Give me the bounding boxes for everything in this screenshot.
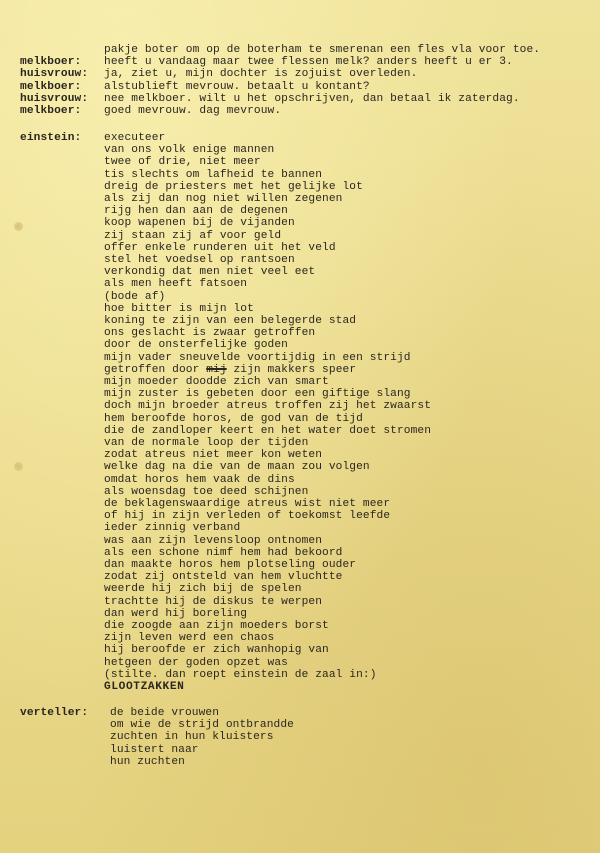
monologue-line [104, 217, 295, 229]
monologue-text: hetgeen der goden opzet was [104, 656, 288, 669]
monologue-line [104, 644, 329, 656]
monologue-text: verkondig dat men niet veel eet [104, 266, 316, 279]
monologue-text: offer enkele runderen uit het veld [104, 241, 336, 254]
monologue-line [104, 510, 390, 522]
monologue-line [104, 657, 288, 669]
monologue-line [104, 437, 308, 449]
monologue-line [104, 278, 247, 290]
dialogue-line [104, 81, 370, 93]
monologue-text: tis slechts om lafheid te bannen [104, 168, 323, 181]
monologue-line [104, 388, 411, 400]
monologue-line [104, 352, 411, 364]
monologue-line [104, 474, 295, 486]
monologue-text: die de zandloper keert en het water doet stromen [104, 424, 432, 437]
monologue-text: zijn leven werd een chaos [104, 632, 275, 645]
monologue-text: koning te zijn van een belegerde stad [104, 315, 357, 327]
monologue-text: hem beroofde horos, de god van de tijd [104, 412, 363, 425]
monologue-line [104, 486, 308, 498]
monologue-text: dan maakte horos hem plotseling ouder [104, 559, 357, 571]
monologue-line [104, 205, 288, 217]
monologue-text: door de onsterfelijke goden [104, 339, 288, 352]
monologue-text: als men heeft fatsoen [104, 278, 248, 291]
dialogue-text: alstublieft mevrouw. betaalt u kontant? [104, 80, 370, 93]
monologue-line [104, 461, 370, 473]
monologue-text: van de normale loop der tijden [104, 437, 309, 449]
narration-text: om wie de strijd ontbrandde [110, 719, 294, 732]
monologue-text: van ons volk enige mannen [104, 144, 275, 157]
monologue-text: als zij dan nog niet willen zegenen [104, 193, 343, 205]
dialogue-line [104, 93, 520, 105]
monologue-text: stel het voedsel op rantsoen [104, 254, 295, 266]
monologue-text: (stilte. dan roept einstein de zaal in:) [104, 668, 377, 681]
monologue-line [104, 364, 356, 376]
monologue-line [104, 571, 342, 583]
monologue-text: (bode af) [104, 290, 166, 303]
monologue-text: doch mijn broeder atreus troffen zij het zwaarst [104, 400, 432, 413]
dialogue-line [104, 105, 281, 117]
monologue-line [104, 596, 322, 608]
punch-hole-mark [14, 462, 23, 471]
monologue-text: mijn zuster is gebeten door een giftige slang [104, 388, 411, 401]
monologue-text: of hij in zijn verleden of toekomst leefde [104, 510, 391, 523]
narration-line [110, 756, 185, 768]
monologue-line [104, 522, 240, 534]
narration-line [110, 731, 274, 743]
monologue-text: mijn vader sneuvelde voortijdig in een strijd [104, 351, 411, 364]
speaker-label [20, 707, 88, 719]
monologue-text: de beklagenswaardige atreus wist niet meer [104, 498, 391, 510]
monologue-text: executeer [104, 132, 166, 144]
punch-hole-mark [14, 222, 23, 231]
monologue-text: als een schone nimf hem had bekoord [104, 546, 343, 559]
monologue-line [104, 583, 302, 595]
speaker-name: verteller: [20, 707, 89, 719]
monologue-text: hij beroofde er zich wanhopig van [104, 644, 329, 657]
monologue-line [104, 230, 281, 242]
struck-out-word: mij [206, 363, 227, 376]
speaker-name: melkboer: [20, 105, 82, 117]
monologue-line [104, 169, 322, 181]
speaker-label [20, 132, 81, 144]
narration-text: hun zuchten [110, 755, 185, 768]
monologue-text: ieder zinnig verband [104, 522, 241, 535]
dialogue-line [104, 68, 417, 80]
monologue-text: welke dag na die van de maan zou volgen [104, 461, 370, 474]
monologue-text: trachtte hij de diskus te werpen [104, 595, 323, 608]
monologue-text: dreig de priesters met het gelijke lot [104, 180, 363, 193]
monologue-text: twee of drie, niet meer [104, 156, 261, 169]
monologue-line [104, 400, 431, 412]
speaker-name: huisvrouw: [20, 68, 89, 81]
signoff-line [104, 681, 184, 693]
narration-line [110, 744, 199, 756]
narration-line [110, 707, 219, 719]
monologue-line [104, 632, 274, 644]
speaker-label [20, 56, 81, 68]
dialogue-text: goed mevrouw. dag mevrouw. [104, 105, 282, 117]
monologue-line [104, 242, 336, 254]
monologue-line [104, 608, 247, 620]
monologue-text: mijn moeder doodde zich van smart [104, 376, 329, 388]
monologue-text: als woensdag toe deed schijnen [104, 485, 309, 498]
narration-text: luistert naar [110, 743, 199, 756]
dialogue-text: pakje boter om op de boterham te smerenan een fles vla voor toe. [104, 44, 541, 56]
dialogue-line [104, 56, 513, 68]
monologue-line [104, 535, 322, 547]
dialogue-text: nee melkboer. wilt u het opschrijven, dan betaal ik zaterdag. [104, 92, 520, 105]
monologue-line [104, 132, 165, 144]
monologue-line [104, 498, 390, 510]
narration-text: zuchten in hun kluisters [110, 731, 274, 744]
monologue-line [104, 339, 288, 351]
monologue-line [104, 376, 329, 388]
monologue-line [104, 144, 274, 156]
dialogue-line [104, 44, 540, 56]
monologue-line [104, 620, 329, 632]
monologue-text: koop wapenen bij de vijanden [104, 217, 295, 230]
monologue-text: getroffen door [104, 363, 207, 376]
monologue-line [104, 303, 254, 315]
monologue-line [104, 327, 315, 339]
monologue-line [104, 315, 356, 327]
dialogue-text: heeft u vandaag maar twee flessen melk? anders heeft u er 3. [104, 56, 513, 69]
monologue-text: was aan zijn levensloop ontnomen [104, 534, 323, 547]
signoff-text: GLOOTZAKKEN [104, 681, 185, 693]
dialogue-text: ja, ziet u, mijn dochter is zojuist overleden. [104, 68, 418, 81]
monologue-line [104, 449, 322, 461]
speaker-name: einstein: [20, 132, 82, 144]
monologue-text: omdat horos hem vaak de dins [104, 473, 295, 486]
monologue-line [104, 559, 356, 571]
monologue-line [104, 181, 363, 193]
monologue-line [104, 669, 377, 681]
speaker-label [20, 68, 88, 80]
speaker-label [20, 93, 88, 105]
monologue-line [104, 156, 261, 168]
monologue-text: dan werd hij boreling [104, 607, 248, 620]
monologue-line [104, 413, 363, 425]
narration-line [110, 719, 294, 731]
speaker-name: huisvrouw: [20, 92, 89, 105]
monologue-text: rijg hen dan aan de degenen [104, 205, 288, 218]
speaker-label [20, 105, 81, 117]
monologue-text: die zoogde aan zijn moeders borst [104, 620, 329, 632]
monologue-text: zodat atreus niet meer kon weten [104, 449, 323, 462]
monologue-line [104, 266, 315, 278]
monologue-text: weerde hij zich bij de spelen [104, 583, 302, 596]
monologue-text: zijn makkers speer [226, 363, 357, 376]
narration-text: de beide vrouwen [110, 707, 220, 719]
monologue-line [104, 547, 342, 559]
monologue-line [104, 193, 342, 205]
monologue-text: zodat zij ontsteld van hem vluchtte [104, 571, 343, 584]
monologue-text: hoe bitter is mijn lot [104, 302, 254, 315]
monologue-line [104, 291, 165, 303]
speaker-name: melkboer: [20, 56, 82, 69]
speaker-name: melkboer: [20, 80, 82, 93]
speaker-label [20, 81, 81, 93]
monologue-text: ons geslacht is zwaar getroffen [104, 327, 316, 340]
monologue-line [104, 254, 295, 266]
monologue-text: zij staan zij af voor geld [104, 229, 282, 242]
monologue-line [104, 425, 431, 437]
